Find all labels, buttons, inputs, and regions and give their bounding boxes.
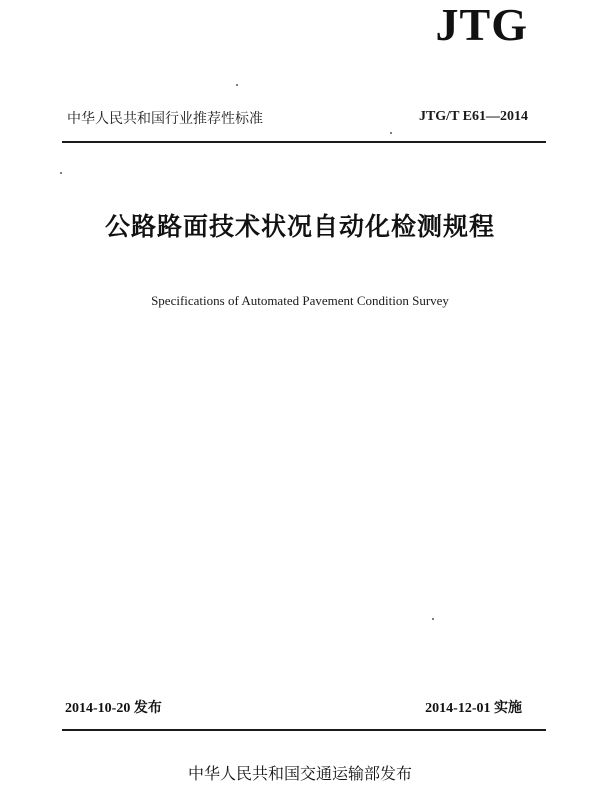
bottom-divider xyxy=(62,729,546,731)
jtg-logo: JTG xyxy=(435,0,528,50)
implementation-date: 2014-12-01 实施 xyxy=(425,701,522,716)
document-title-english: Specifications of Automated Pavement Condition Survey xyxy=(151,293,449,308)
standard-number: JTG/T E61—2014 xyxy=(418,109,528,124)
publisher: 中华人民共和国交通运输部发布 xyxy=(187,764,412,783)
standard-category: 中华人民共和国行业推荐性标准 xyxy=(67,111,263,127)
issue-date: 2014-10-20 发布 xyxy=(65,701,162,716)
scan-speck xyxy=(432,618,434,620)
scan-speck xyxy=(236,84,238,86)
document-title-chinese: 公路路面技术状况自动化检测规程 xyxy=(104,212,495,241)
top-divider xyxy=(62,141,546,143)
scan-speck xyxy=(390,132,392,134)
scan-speck xyxy=(60,172,62,174)
